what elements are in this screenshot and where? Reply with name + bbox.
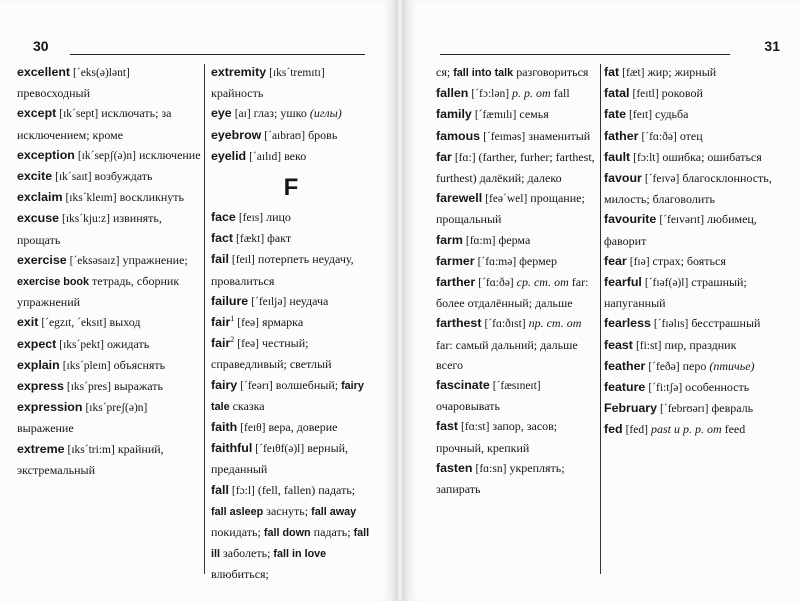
entry-continuation — [436, 62, 599, 83]
transcription: [ˊfeðə] — [648, 360, 680, 373]
headword: exception — [17, 147, 75, 162]
headword: fall — [211, 482, 229, 497]
headword: farther — [436, 275, 476, 290]
headword: fast — [436, 419, 459, 434]
dictionary-entry — [436, 251, 599, 272]
translation: бесстрашный — [691, 316, 761, 331]
grammar-note: ср. ст. от — [516, 275, 569, 290]
headword: failure — [211, 293, 249, 308]
transcription: [ɪkˊsept] — [59, 108, 99, 121]
dictionary-entry — [436, 458, 599, 499]
transcription: [ɪksˊkleɪm] — [65, 192, 117, 205]
transcription: [ˊeks(ə)lənt] — [73, 67, 130, 79]
column-4 — [604, 62, 786, 441]
headword: farm — [436, 232, 463, 247]
phrase-translation: заснуть; — [266, 503, 309, 518]
dictionary-entry — [604, 83, 786, 104]
translation: возбуждать — [94, 169, 153, 184]
header-rule-right — [440, 54, 730, 55]
phrase: exercise book — [17, 276, 90, 289]
headword: fail — [211, 252, 229, 267]
translation: отец — [679, 128, 703, 143]
dictionary-entry — [17, 187, 201, 208]
phrase: fall asleep — [211, 505, 264, 518]
headword: exercise — [17, 252, 67, 267]
translation: ферма — [498, 232, 531, 247]
translation: роковой — [661, 86, 703, 101]
grammar-note: пр. ст. от — [528, 316, 582, 331]
headword: February — [604, 401, 658, 416]
dictionary-entry — [436, 126, 599, 147]
translation: веко — [284, 148, 307, 163]
dictionary-entry — [604, 147, 786, 168]
headword: famous — [436, 128, 481, 143]
translation: извинять, прощать — [17, 211, 162, 247]
usage-note: (птичье) — [709, 358, 755, 373]
phrase: fairy tale — [211, 379, 364, 413]
translation: падать; — [318, 482, 356, 497]
transcription: [ɪksˊkju:z] — [62, 213, 110, 226]
translation: страшный; напуганный — [604, 275, 747, 311]
dictionary-entry — [211, 291, 371, 312]
transcription: [ˊfeɪθf(ə)l] — [255, 443, 305, 456]
translation: ожидать — [106, 336, 150, 351]
headword: fairy — [211, 377, 238, 392]
translation: лицо — [266, 210, 291, 225]
translation: факт — [267, 231, 292, 246]
transcription: [fɑ:st] — [461, 421, 490, 434]
column-divider-right — [600, 64, 601, 574]
translation: волшебный; — [275, 377, 339, 392]
transcription: [ɪksˊtri:m] — [67, 443, 115, 456]
dictionary-entry — [17, 397, 201, 438]
transcription: [ɪksˊpekt] — [59, 338, 104, 351]
transcription: [fi:st] — [635, 339, 662, 352]
headword: fearful — [604, 275, 642, 290]
headword: explain — [17, 357, 60, 372]
phrase: fall into talk — [453, 67, 514, 79]
header-rule-left — [70, 54, 365, 55]
transcription: [ˊfɪəf(ə)l] — [644, 277, 689, 290]
headword: fasten — [436, 460, 473, 475]
column-divider-left — [204, 64, 205, 574]
headword: fear — [604, 253, 627, 268]
dictionary-entry — [17, 62, 201, 103]
dictionary-entry — [17, 250, 201, 313]
homonym-number: 1 — [230, 314, 235, 324]
translation: знаменитый — [528, 128, 591, 143]
translation: крайность — [211, 86, 264, 101]
transcription: [ˊegzɪt, ˊeksɪt] — [41, 317, 107, 330]
dictionary-entry — [211, 417, 371, 438]
dictionary-entry — [604, 313, 786, 334]
dictionary-entry — [436, 272, 599, 313]
headword: eye — [211, 106, 232, 121]
translation: (farther, furher; farthest, furthest) далёкий; далеко — [436, 149, 595, 186]
translation: фермер — [519, 253, 557, 268]
transcription: [fɑ:m] — [465, 234, 496, 247]
translation: выражать — [113, 379, 164, 394]
dictionary-entry — [17, 312, 201, 333]
transcription: [fɑ:sn] — [475, 462, 507, 475]
phrase: fall away — [311, 505, 357, 518]
headword: exit — [17, 315, 39, 330]
column-3 — [436, 62, 599, 499]
usage-note: (иглы) — [309, 106, 342, 121]
translation: запор, засов; прочный, крепкий — [436, 419, 558, 455]
translation: вера, доверие — [268, 420, 338, 435]
transcription: [feə] — [237, 338, 259, 351]
translation: ярмарка — [262, 315, 304, 330]
dictionary-entry — [211, 312, 371, 333]
dictionary-entry — [604, 377, 786, 398]
translation: честный; справедливый; светлый — [211, 336, 332, 372]
translation: страх; бояться — [652, 253, 726, 268]
transcription: [ɪksˊpreʃ(ə)n] — [85, 402, 148, 415]
transcription: [fɔ:lt] — [633, 151, 660, 164]
translation: бровь — [308, 127, 338, 142]
transcription: [aɪ] — [234, 108, 251, 121]
transcription: [ɪkˊsepʃ(ə)n] — [77, 149, 136, 162]
translation: воскликнуть — [119, 190, 184, 205]
dictionary-entry — [436, 188, 599, 229]
page-number-right: 31 — [764, 38, 780, 54]
left-page — [0, 0, 396, 601]
book-gutter — [396, 0, 404, 601]
dictionary-entry — [604, 419, 786, 440]
phrase-translation: заболеть; — [223, 546, 271, 561]
transcription: [fed] — [625, 424, 648, 437]
headword: excellent — [17, 65, 71, 79]
transcription: [ˊfeɪvə] — [644, 173, 680, 186]
dictionary-entry — [211, 375, 371, 417]
transcription: [ˊfi:tʃə] — [648, 382, 683, 395]
transcription: [fɑ:] — [454, 151, 476, 164]
headword: expression — [17, 400, 83, 415]
dictionary-entry — [436, 416, 599, 457]
phrase-translation: тетрадь, сборник упражнений — [17, 274, 180, 310]
transcription: [ɪksˊtremɪtɪ] — [269, 67, 325, 79]
dictionary-entry — [436, 83, 599, 104]
headword: express — [17, 379, 64, 394]
grammar-note: p. p. от — [512, 86, 551, 101]
headword: fate — [604, 107, 627, 122]
headword: fat — [604, 65, 620, 79]
headword: extreme — [17, 441, 65, 456]
dictionary-entry — [604, 335, 786, 356]
transcription: [ˊfɑ:mə] — [477, 255, 517, 268]
headword: excuse — [17, 211, 60, 226]
headword: father — [604, 128, 639, 143]
translation: судьба — [655, 107, 689, 122]
translation: прощание; прощальный — [436, 191, 585, 227]
transcription: [feɪt] — [629, 109, 653, 122]
translation: ся; — [436, 65, 451, 79]
headword: feature — [604, 380, 646, 395]
dictionary-entry — [17, 334, 201, 355]
headword: fact — [211, 231, 234, 246]
translation: февраль — [711, 401, 754, 416]
translation: глаз; ушко — [253, 106, 307, 121]
transcription: [feɪθ] — [240, 422, 266, 435]
headword: eyelid — [211, 148, 247, 163]
reference-word: fall — [553, 86, 570, 101]
dictionary-entry — [436, 104, 599, 125]
headword: farewell — [436, 191, 483, 206]
column-2 — [211, 62, 371, 585]
translation: потерпеть неудачу, провалиться — [211, 252, 354, 288]
transcription: [fæt] — [622, 67, 645, 79]
phrase-translation: сказка — [232, 398, 265, 413]
translation: выражение — [17, 421, 74, 436]
transcription: [fækt] — [236, 233, 265, 246]
headword: except — [17, 106, 57, 121]
transcription: [ˊfɑ:ðɪst] — [484, 318, 526, 331]
phrase-translation: влюбиться; — [211, 567, 269, 582]
phrase: fall ill — [211, 527, 370, 561]
translation: пир, праздник — [664, 337, 737, 352]
transcription: [ˊaɪbraʊ] — [264, 129, 306, 142]
section-letter: F — [283, 174, 299, 202]
phrase: fall down — [263, 527, 311, 540]
headword: far — [436, 149, 452, 164]
translation: семья — [519, 107, 549, 122]
headword: faith — [211, 420, 238, 435]
translation: ошибка; ошибаться — [662, 149, 762, 164]
dictionary-entry — [17, 103, 201, 144]
headword: expect — [17, 336, 57, 351]
headword: favour — [604, 171, 642, 186]
dictionary-entry — [604, 104, 786, 125]
reference-word: feed — [724, 422, 746, 437]
headword: fair — [211, 336, 231, 351]
transcription: [ˊfeɪvərɪt] — [659, 214, 705, 227]
dictionary-entry — [211, 125, 371, 146]
dictionary-entry — [604, 126, 786, 147]
translation: неудача — [289, 293, 329, 308]
headword: exclaim — [17, 190, 63, 205]
translation: укреплять; запирать — [436, 460, 565, 497]
dictionary-entry — [604, 398, 786, 419]
translation: особенность — [685, 380, 750, 395]
dictionary-entry — [436, 147, 599, 188]
translation: благосклонность, милость; благоволить — [604, 171, 772, 207]
right-page — [404, 0, 800, 601]
transcription: [ˊfæmɪlɪ] — [474, 109, 517, 122]
dictionary-entry — [211, 249, 371, 290]
dictionary-entry — [17, 439, 201, 480]
dictionary-entry — [17, 208, 201, 249]
homonym-number: 2 — [230, 335, 235, 345]
transcription: [ˊfæsɪneɪt] — [492, 380, 541, 393]
transcription: [ɪksˊpres] — [66, 381, 111, 394]
transcription: [ˊfɑ:ðə] — [478, 277, 514, 290]
headword: fed — [604, 422, 623, 437]
translation: жир; жирный — [647, 65, 717, 79]
dictionary-entry — [17, 145, 201, 166]
transcription: [feɪl] — [231, 254, 255, 267]
dictionary-entry — [436, 313, 599, 375]
transcription: [ˊfɔ:lən] — [471, 88, 510, 101]
dictionary-entry — [211, 438, 371, 479]
headword: excite — [17, 169, 53, 184]
dictionary-entry — [211, 207, 371, 228]
dictionary-entry — [211, 333, 371, 374]
headword: fault — [604, 149, 631, 164]
dictionary-entry — [17, 166, 201, 187]
phrase: fall in love — [273, 548, 327, 561]
dictionary-entry — [211, 103, 371, 124]
dictionary-entry — [604, 251, 786, 272]
phrase-translation: разговориться — [516, 65, 589, 79]
translation: крайний, экстремальный — [17, 441, 164, 477]
transcription: [ˊfɑ:ðə] — [641, 130, 677, 143]
dictionary-entry — [604, 62, 786, 83]
translation: упражнение; — [122, 252, 188, 267]
headword: farthest — [436, 316, 482, 331]
transcription: [ˊeksəsaɪz] — [69, 254, 120, 267]
page-number-left: 30 — [33, 38, 49, 54]
translation: объяснять — [113, 357, 166, 372]
transcription: [ɪkˊsaɪt] — [55, 171, 92, 184]
transcription: [feɪs] — [238, 212, 264, 225]
transcription: [fɪə] — [629, 255, 650, 268]
column-1 — [17, 62, 201, 480]
translation: исключение — [138, 147, 201, 162]
transcription: [fɔ:l] — [231, 484, 255, 497]
translation: исключать; за исключением; кроме — [17, 106, 172, 142]
transcription: [ˊfeɪljə] — [251, 295, 287, 308]
dictionary-entry — [604, 168, 786, 209]
dictionary-entry — [17, 376, 201, 397]
dictionary-entry — [211, 62, 371, 103]
headword: fearless — [604, 316, 651, 331]
headword: feather — [604, 358, 646, 373]
headword: extremity — [211, 65, 267, 79]
translation: far: самый дальний; дальше всего — [436, 337, 578, 372]
dictionary-entry — [604, 356, 786, 377]
headword: fair — [211, 315, 231, 330]
dictionary-entry — [604, 272, 786, 313]
headword: eyebrow — [211, 127, 262, 142]
dictionary-entry — [604, 209, 786, 250]
phrase-translation: падать; — [313, 525, 351, 540]
transcription: [ˊfeərɪ] — [240, 379, 273, 392]
headword: face — [211, 210, 236, 225]
transcription: [ˊaɪlɪd] — [249, 150, 282, 163]
dictionary-entry — [211, 228, 371, 249]
translation: верный, преданный — [211, 441, 349, 477]
transcription: [ˊfebrʊərɪ] — [660, 403, 709, 416]
headword: fallen — [436, 86, 469, 101]
translation: любимец, фаворит — [604, 212, 757, 248]
dictionary-entry — [436, 375, 599, 416]
dictionary-entry — [17, 355, 201, 376]
translation: очаровывать — [436, 399, 501, 414]
translation: превосходный — [17, 86, 91, 101]
transcription: [feɪtl] — [632, 88, 659, 101]
headword: feast — [604, 337, 633, 352]
headword: fatal — [604, 86, 630, 101]
headword: family — [436, 107, 472, 122]
transcription: [feə] — [237, 317, 259, 330]
transcription: [ˊfeɪməs] — [483, 130, 526, 143]
headword: farmer — [436, 253, 475, 268]
headword: fascinate — [436, 378, 490, 393]
dictionary-entry — [211, 146, 371, 167]
transcription: [feəˊwel] — [485, 193, 528, 206]
translation: перо — [682, 358, 707, 373]
word-forms: (fell, fallen) — [257, 482, 316, 497]
headword: faithful — [211, 441, 253, 456]
grammar-note: past и p. p. от — [650, 422, 722, 437]
headword: favourite — [604, 212, 657, 227]
phrase-translation: покидать; — [211, 525, 261, 540]
dictionary-entry — [436, 230, 599, 251]
transcription: [ɪksˊpleɪn] — [62, 359, 111, 372]
translation: выход — [109, 315, 141, 330]
translation: far: более отдалённый; дальше — [436, 275, 589, 311]
dictionary-entry — [211, 480, 371, 585]
transcription: [ˊfɪəlɪs] — [653, 318, 689, 331]
